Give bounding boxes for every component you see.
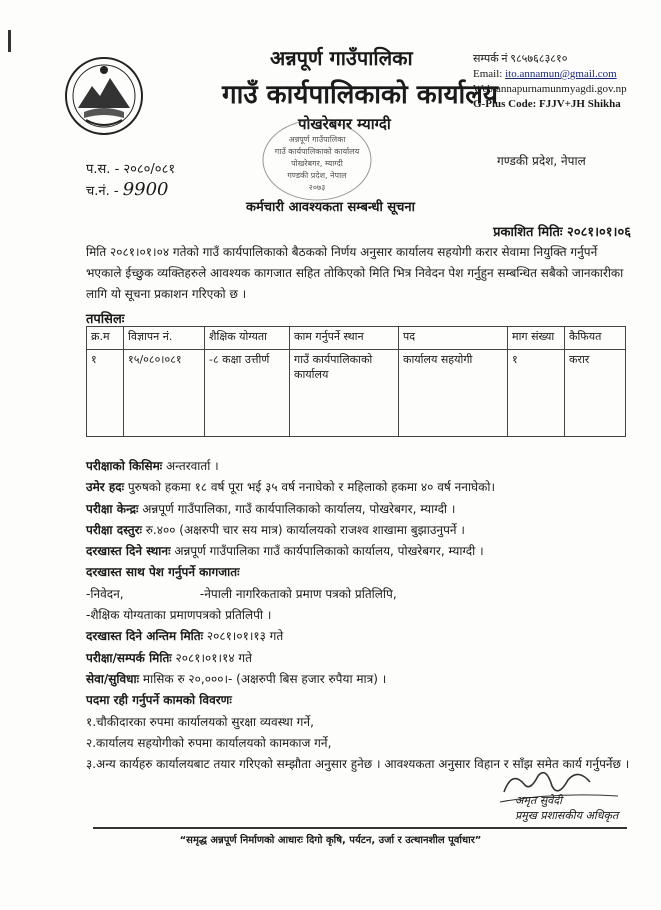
detail-line [86,733,636,754]
detail-text: अन्नपूर्ण गाउँपालिका गाउँ कार्यपालिकाको कार्यालय, पोखरेबगर, म्याग्दी । [170,544,484,559]
detail-line [86,499,636,520]
ref-ps: प.स. - २०८०/०८१ [86,162,176,177]
detail-label: परीक्षा दस्तुरः [86,522,142,537]
ref-cn-label: च.नं. - [86,184,123,199]
contact-email-line [473,67,627,82]
detail-line [86,712,636,733]
table-cell: कार्यालय सहयोगी [399,350,508,437]
detail-text: पुरुषको हकमा १८ वर्ष पूरा भई ३५ वर्ष ननाघेको र महिलाको हकमा ४० वर्ष ननाघेको। [124,480,496,495]
table-cell: करार [565,350,626,437]
detail-label: परीक्षा/सम्पर्क मितिः [86,650,172,665]
detail-line [86,520,636,541]
notice-body: मिति २०८१।०१।०४ गतेको गाउँ कार्यपालिकाको बैठकको निर्णय अनुसार कार्यालय सहयोगी करार सेवामा नियुक्ति गर्नुपर्ने भएकाले ईच्छुक व्यक्तिहरुले आवश्यक कागजात सहित तोकिएको मिति भित्र निवेदन पेश गर्नुहुन सम्बन्धित सबैको जानकारीका लागि यो सूचना प्रकाशन गरिएको छ । [86,245,624,301]
detail-label: उमेर हदः [86,480,125,495]
detail-text: १.चौकीदारका रुपमा कार्यालयको सुरक्षा व्यवस्था गर्ने, [86,714,314,729]
table-header-cell: कैफियत [565,327,626,350]
detail-line [86,605,636,626]
ref-cn-value: 9900 [122,179,169,200]
stamp-line2: गाउँ कार्यपालिकाको कार्यालय [274,147,360,156]
table-header-cell: पद [399,327,508,350]
detail-line [86,562,636,583]
detail-text: २०८१।०१।१३ गते [203,629,284,644]
table-header-cell: शैक्षिक योग्यता [205,327,290,350]
reference-block [86,160,175,202]
table-cell: -८ कक्षा उत्तीर्ण [205,350,290,437]
notice-title: कर्मचारी आवश्यकता सम्बन्धी सूचना [245,200,415,215]
nepal-emblem-logo [64,56,144,136]
detail-label: दरखास्त साथ पेश गर्नुपर्ने कागजातः [86,565,240,580]
detail-line [86,477,636,498]
footer-slogan: “समृद्ध अन्नपूर्ण निर्माणको आधारः दिगो कृषि, पर्यटन, उर्जा र उत्थानशील पूर्वाधार” [179,835,482,846]
stamp-line3: पोखरेबगर, म्याग्दी [291,159,343,168]
stamp-line4: गण्डकी प्रदेश, नेपाल [287,171,347,180]
contact-block [473,52,627,112]
table-header-cell: क्र.म [87,327,124,350]
detail-line [86,690,636,711]
detail-text: २.कार्यालय सहयोगीको रुपमा कार्यालयको कामकाज गर्ने, [86,735,332,750]
header-line2: गाउँ कार्यपालिकाको कार्यालय [222,80,498,110]
stamp-line1: अन्नपूर्ण गाउँपालिका [288,135,346,144]
table-cell: १५/०८०।०८१ [124,350,205,437]
detail-text: -शैक्षिक योग्यताका प्रमाणपत्रको प्रतिलिपी । [86,608,272,623]
detail-line [86,648,636,669]
contact-gplus: G-Plus Code: FJJV+JH Shikha [473,98,621,110]
detail-line [86,669,636,690]
header-line1: अन्नपूर्ण गाउँपालिका [270,46,413,70]
contact-email-label: Email: [473,68,506,80]
office-stamp [258,112,376,208]
detail-line [86,541,636,562]
table-header-cell: विज्ञापन नं. [124,327,205,350]
detail-label: परीक्षा केन्द्रः [86,501,139,516]
stamp-line5: २०७३ [308,183,326,192]
detail-text: -निवेदन, -नेपाली नागरिकताको प्रमाण पत्रको प्रतिलिपि, [86,586,397,601]
publication-date: प्रकाशित मितिः २०८१।०१।०६ [493,225,631,240]
table-header-cell: माग संख्या [508,327,565,350]
vacancy-table [86,326,626,437]
binder-mark [8,30,11,52]
detail-label: दरखास्त दिने अन्तिम मितिः [86,629,204,644]
details-subtitle: तपसिलः [86,312,125,327]
table-cell: १ [508,350,565,437]
detail-text: २०८१।०१।१४ गते [171,650,252,665]
detail-text: अन्नपूर्ण गाउँपालिका, गाउँ कार्यपालिकाको कार्यालय, पोखरेबगर, म्याग्दी । [138,501,456,516]
detail-label: दरखास्त दिने स्थानः [86,544,171,559]
detail-line [86,626,636,647]
province: गण्डकी प्रदेश, नेपाल [497,154,586,168]
table-header-cell: काम गर्नुपर्ने स्थान [290,327,399,350]
detail-label: पदमा रही गर्नुपर्ने कामको विवरणः [86,693,232,708]
contact-email[interactable]: ito.annamun@gmail.com [505,68,617,80]
signer-title: प्रमुख प्रशासकीय अधिकृत [515,809,619,822]
detail-text: रु.४०० (अक्षरुपी चार सय मात्र) कार्यालयको राजश्व शाखामा बुझाउनुपर्ने । [141,522,465,537]
signer-name: अमृत सुवेदी [515,794,562,807]
detail-text: मासिक रु २०,०००।- (अक्षरुपी बिस हजार रुपैया मात्र) । [139,671,387,686]
footer-divider [93,827,627,829]
detail-label: परीक्षाको किसिमः [86,459,163,473]
detail-text: अन्तरवार्ता । [162,459,219,473]
detail-line [86,584,636,605]
contact-web: Web:annapurnamunmyagdi.gov.np [473,83,627,95]
signer-block [515,793,618,823]
details-list [86,456,636,775]
detail-line [86,456,636,477]
table-row [87,350,626,437]
detail-text: ३.अन्य कार्यहरु कार्यालयबाट तयार गरिएको सम्झौता अनुसार हुनेछ । आवश्यकता अनुसार विहान र साँझ समेत कार्य गर्नुपर्नेछ । [86,757,630,772]
table-cell: गाउँ कार्यपालिकाको कार्यालय [290,350,399,437]
contact-phone: सम्पर्क नं ९८५७६८३८१० [473,53,568,65]
table-header-row [87,327,626,350]
detail-label: सेवा/सुविधाः [86,671,140,686]
header-line3: पोखरेबगर म्याग्दी [298,115,391,133]
table-cell: १ [87,350,124,437]
